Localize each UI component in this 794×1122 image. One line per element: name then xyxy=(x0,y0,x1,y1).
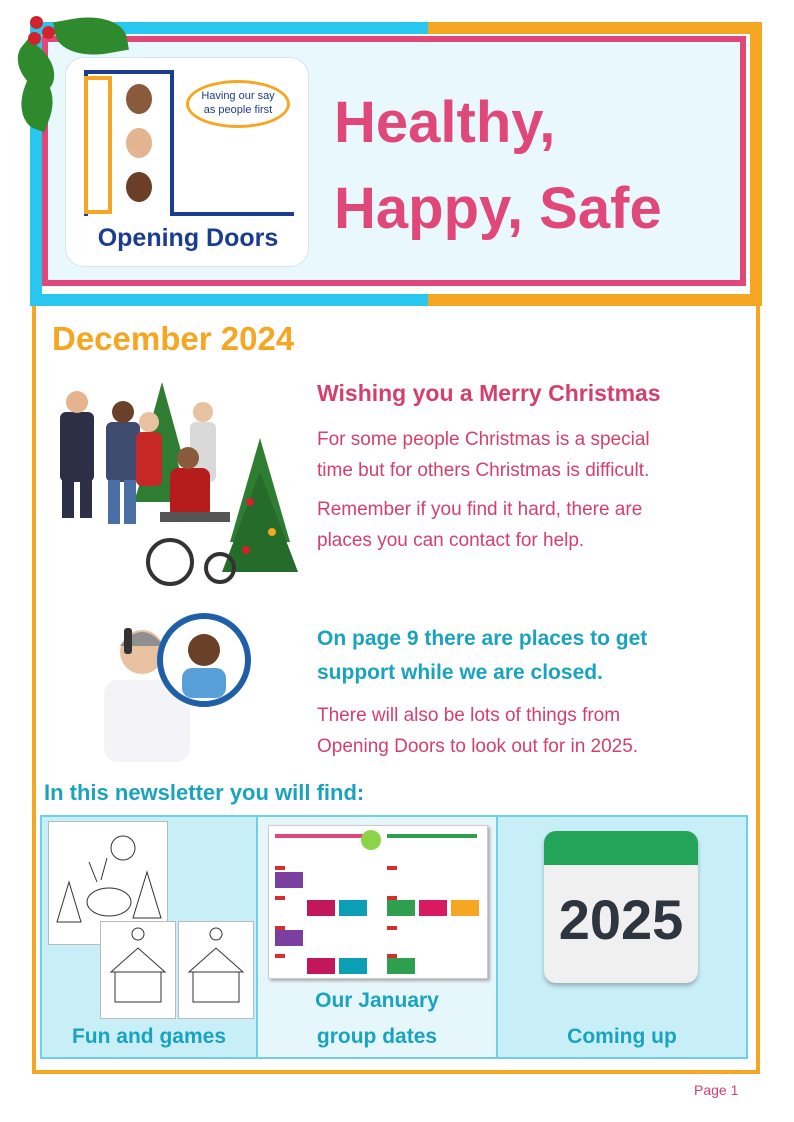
text-line: time but for others Christmas is difficult. xyxy=(317,460,650,481)
title-line-2: Happy, Safe xyxy=(334,176,662,241)
page-title xyxy=(334,80,744,252)
header-border-orange-top xyxy=(428,22,762,34)
person-face-icon xyxy=(126,128,152,158)
page-number: Page 1 xyxy=(694,1082,739,1098)
calendar-header xyxy=(544,831,698,865)
colouring-page-house-icon xyxy=(178,921,254,1019)
logo-door-frame-right xyxy=(170,70,174,216)
support-paragraph xyxy=(317,700,638,762)
title-line-1: Healthy, xyxy=(334,90,556,155)
colouring-page-house-icon xyxy=(100,921,176,1019)
contents-cell-fun[interactable] xyxy=(40,815,258,1059)
logo-name: Opening Doors xyxy=(97,224,279,252)
speech-line-2: as people first xyxy=(203,104,273,116)
header-border-orange-bottom xyxy=(428,294,762,306)
logo-floor-line xyxy=(170,212,294,216)
header-border-blue-bottom xyxy=(30,294,428,306)
calendar-sheet-icon xyxy=(268,825,488,979)
text-line: Opening Doors to look out for in 2025. xyxy=(317,736,639,757)
text-line: Remember if you find it hard, there are xyxy=(317,499,643,520)
calendar-2025-icon xyxy=(544,831,698,983)
person-face-icon xyxy=(126,172,152,202)
holly-berry-icon xyxy=(28,32,41,45)
fun-and-games-label: Fun and games xyxy=(71,1025,227,1048)
contents-cell-january[interactable] xyxy=(256,815,498,1059)
christmas-paragraph-2 xyxy=(317,494,642,556)
christmas-group-illustration xyxy=(50,372,300,588)
person-face-icon xyxy=(126,84,152,114)
holly-berry-icon xyxy=(30,16,43,29)
support-heading xyxy=(317,622,647,690)
holly-berry-icon xyxy=(42,26,55,39)
speech-bubble xyxy=(186,80,290,128)
text-line: Our January xyxy=(315,989,439,1012)
door-icon xyxy=(84,76,112,214)
text-line: group dates xyxy=(316,1025,438,1048)
text-line: On page 9 there are places to get xyxy=(317,627,648,650)
text-line: For some people Christmas is a special xyxy=(317,429,650,450)
contents-cell-coming-up[interactable] xyxy=(496,815,748,1059)
christmas-paragraph-1 xyxy=(317,424,650,486)
header-border-orange-right xyxy=(750,22,762,306)
text-line: There will also be lots of things from xyxy=(317,705,621,726)
christmas-heading: Wishing you a Merry Christmas xyxy=(317,380,661,406)
january-group-dates-label xyxy=(258,983,496,1055)
calendar-year: 2025 xyxy=(558,888,684,951)
phone-support-illustration xyxy=(96,608,252,762)
contents-heading: In this newsletter you will find: xyxy=(44,780,365,805)
text-line: support while we are closed. xyxy=(317,661,603,684)
text-line: places you can contact for help. xyxy=(317,530,585,551)
month-heading: December 2024 xyxy=(52,320,295,357)
speech-line-1: Having our say xyxy=(201,90,275,102)
coming-up-label: Coming up xyxy=(567,1025,677,1048)
